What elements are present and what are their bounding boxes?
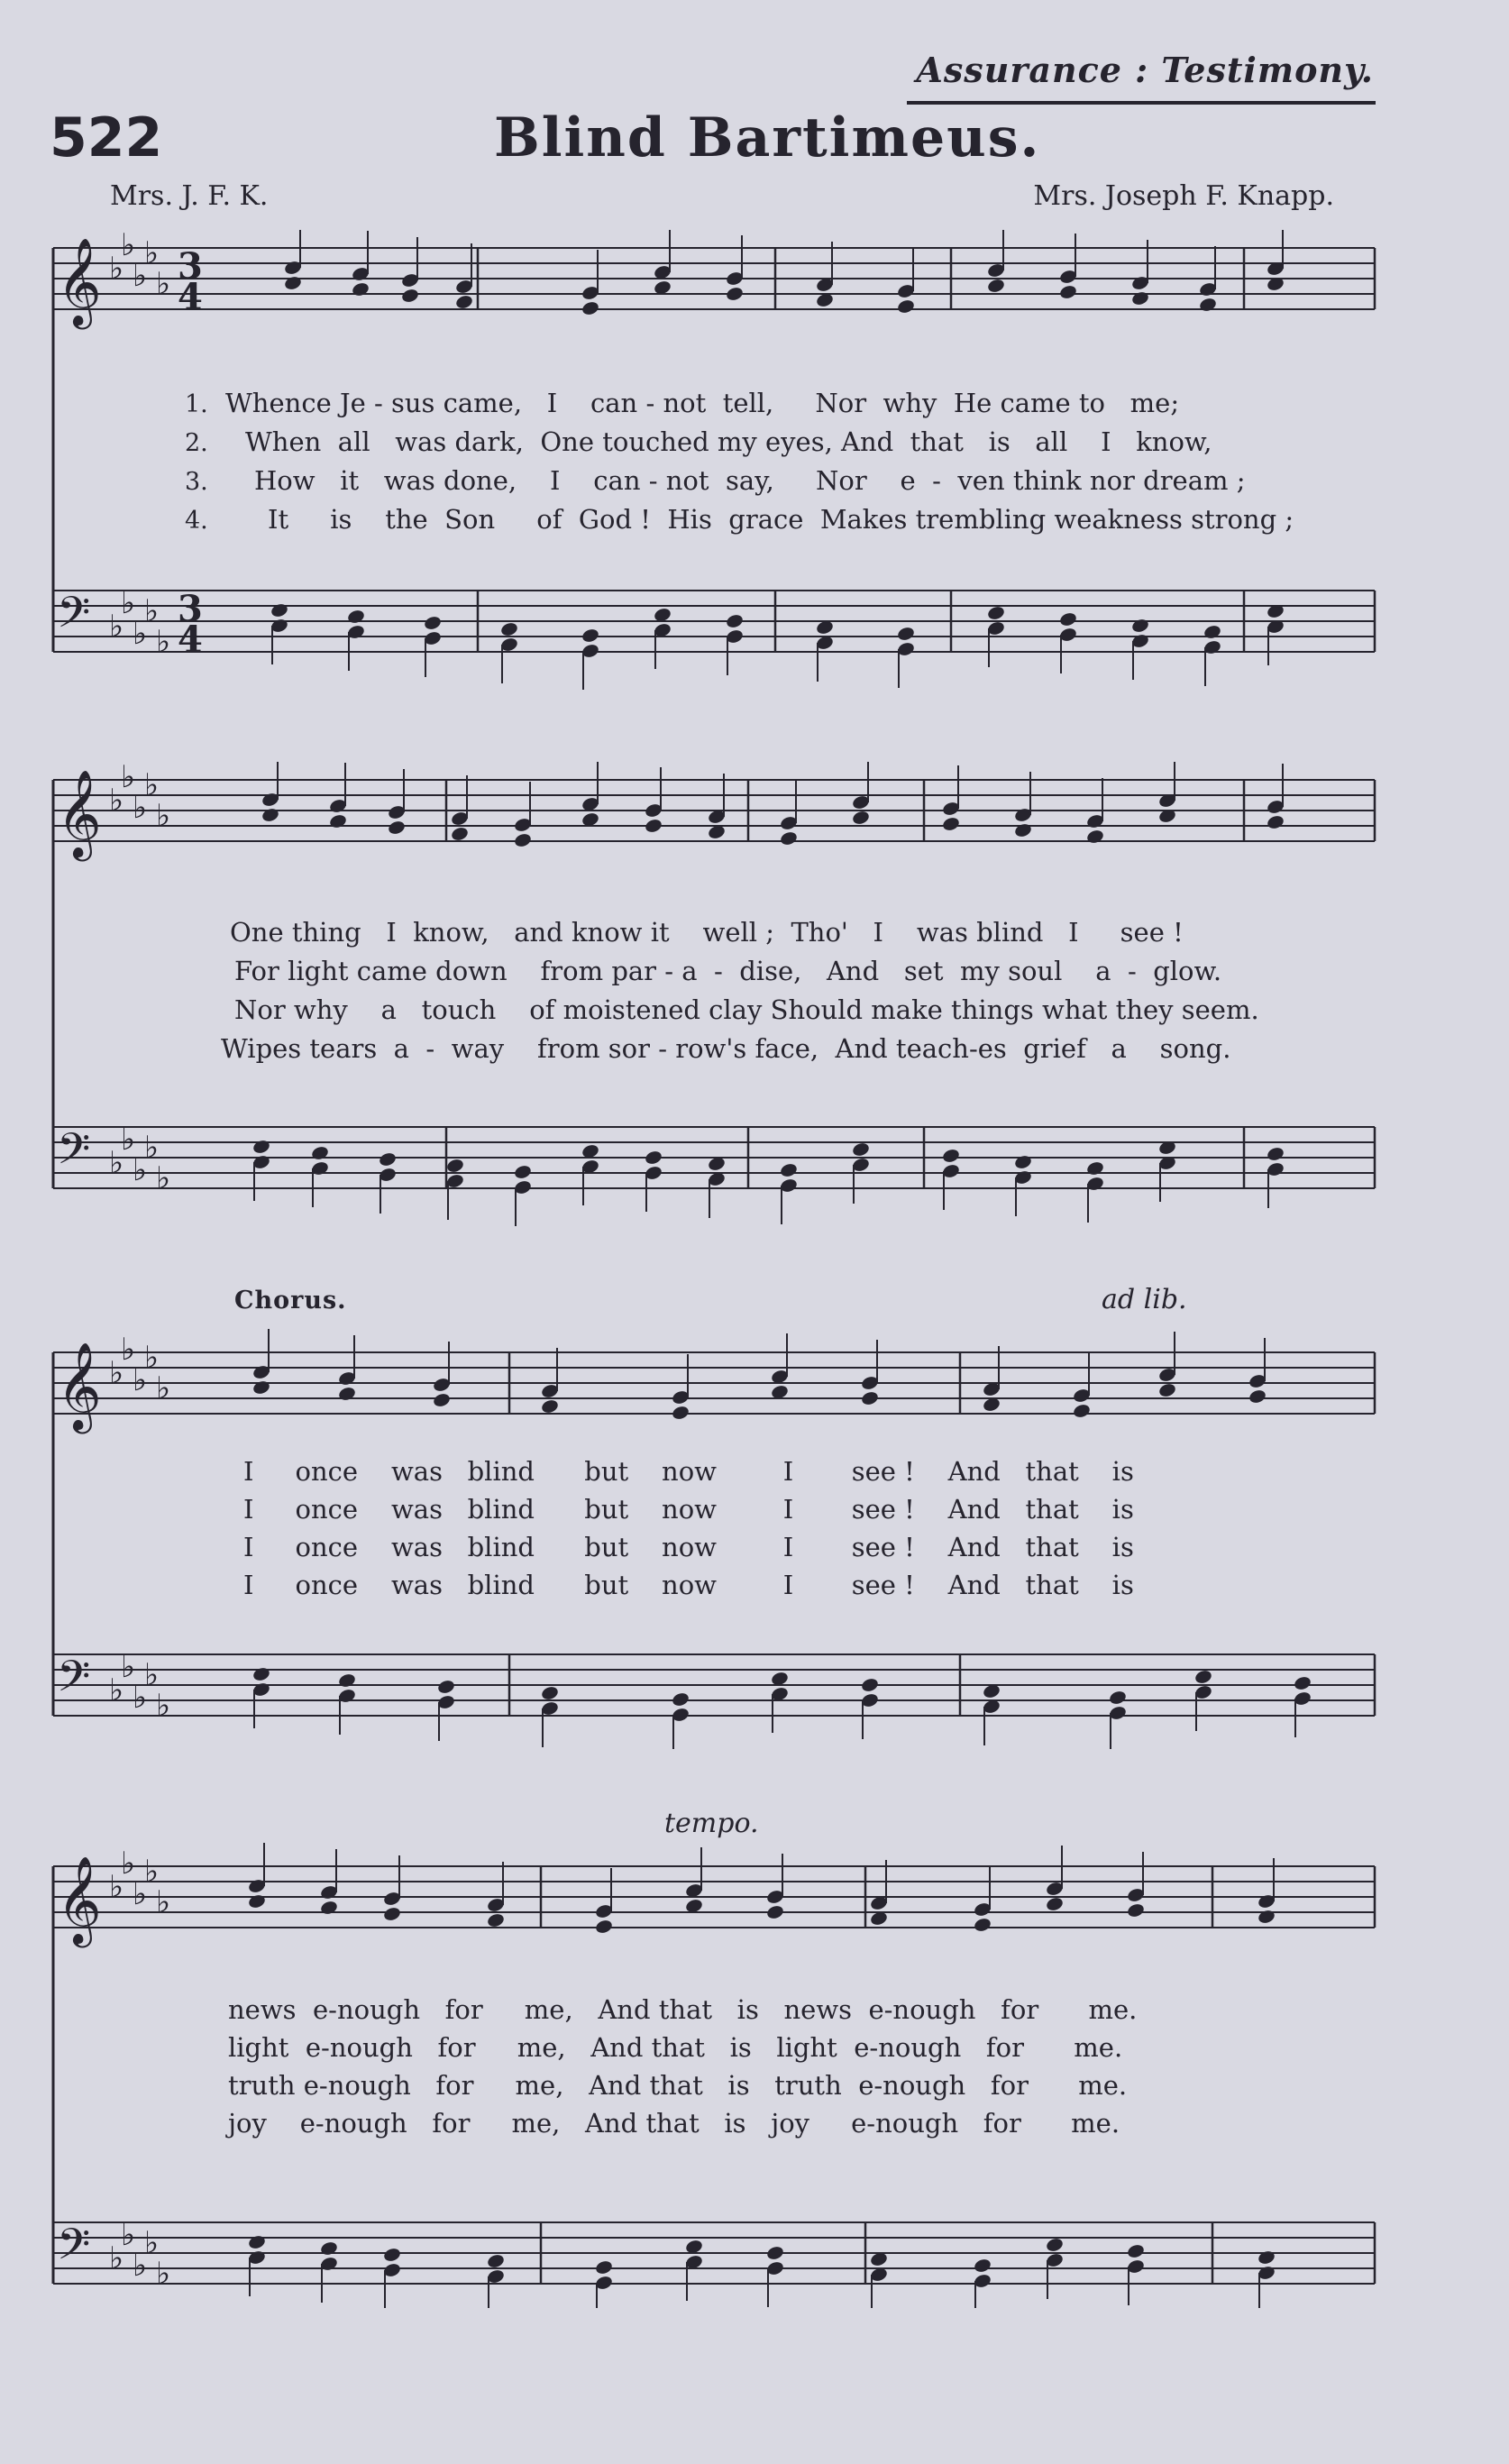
flat-icon: ♭ xyxy=(133,1362,148,1398)
chorus-label: Chorus. xyxy=(234,1287,347,1314)
flat-icon: ♭ xyxy=(133,2248,148,2284)
ad-lib-marking: ad lib. xyxy=(1102,1284,1187,1315)
flat-icon: ♭ xyxy=(144,593,160,629)
flat-icon: ♭ xyxy=(109,251,124,287)
lyric-line: Nor why a touch of moistened clay Should make things what they seem. xyxy=(234,994,1259,1025)
note-head xyxy=(765,1904,784,1920)
music-system-4 xyxy=(50,1839,1379,2308)
note-head xyxy=(851,1141,870,1158)
hymn-number: 522 xyxy=(50,106,163,169)
note-head xyxy=(1085,1160,1104,1177)
flat-icon: ♭ xyxy=(144,767,160,803)
lyric-line: truth e-nough for me, And that is truth e-nough for me. xyxy=(228,2070,1128,2101)
time-signature-top: 3 xyxy=(178,588,203,630)
note-head xyxy=(1257,2249,1276,2266)
lyric-line: For light came down from par - a - dise, And set my soul a - glow. xyxy=(234,956,1222,986)
note-head xyxy=(1045,1896,1064,1912)
lyric-line: I once was blind but now I see ! And that is xyxy=(243,1494,1134,1525)
staff-graphic-system-1 xyxy=(50,230,1379,699)
note-head xyxy=(310,1145,329,1161)
treble-clef-icon: 𝄞 xyxy=(57,1855,102,1944)
note-head xyxy=(454,294,473,310)
note-head xyxy=(261,807,279,823)
flat-icon: ♭ xyxy=(133,1152,148,1188)
note-head xyxy=(860,1677,879,1693)
lyric-line: I once was blind but now I see ! And that is xyxy=(243,1570,1134,1600)
flat-icon: ♭ xyxy=(156,624,171,660)
flat-icon: ♭ xyxy=(109,2240,124,2276)
flat-icon: ♭ xyxy=(144,1854,160,1890)
note-head xyxy=(1126,1902,1145,1919)
note-head xyxy=(436,1679,455,1695)
note-head xyxy=(644,818,663,834)
note-head xyxy=(387,820,406,836)
flat-icon: ♭ xyxy=(121,585,136,621)
flat-icon: ♭ xyxy=(156,1688,171,1724)
time-signature-bottom: 4 xyxy=(178,276,203,318)
treble-clef-icon: 𝄞 xyxy=(57,1342,102,1430)
note-head xyxy=(450,826,469,842)
note-head xyxy=(671,1691,690,1708)
note-head xyxy=(594,2259,613,2276)
note-head xyxy=(986,605,1005,621)
note-head xyxy=(252,1666,270,1682)
flat-icon: ♭ xyxy=(121,2217,136,2253)
flat-icon: ♭ xyxy=(144,235,160,271)
note-head xyxy=(1058,611,1077,627)
note-head xyxy=(1072,1403,1091,1419)
flat-icon: ♭ xyxy=(133,1680,148,1716)
note-head xyxy=(499,621,518,637)
flat-icon: ♭ xyxy=(121,1332,136,1368)
note-head xyxy=(973,2258,992,2274)
bass-clef-icon: 𝄢 xyxy=(57,1651,91,1712)
lyric-line: news e-nough for me, And that is news e-nough for me. xyxy=(228,1994,1138,2025)
lyricist-credit: Mrs. J. F. K. xyxy=(110,180,269,212)
note-head xyxy=(337,1672,356,1689)
verse-number: 1. xyxy=(185,390,208,418)
section-heading-rule xyxy=(907,101,1376,105)
note-head xyxy=(346,609,365,625)
note-head xyxy=(1248,1388,1267,1405)
lyric-line: Whence Je - sus came, I can - not tell, Nor why He came to me; xyxy=(225,388,1180,418)
verse-number: 2. xyxy=(185,429,208,457)
composer-credit: Mrs. Joseph F. Knapp. xyxy=(1033,180,1334,212)
note-head xyxy=(247,1893,266,1910)
note-head xyxy=(1266,814,1285,830)
lyric-line: light e-nough for me, And that is light e-nough for me. xyxy=(228,2032,1123,2063)
note-head xyxy=(378,1151,397,1168)
note-head xyxy=(1198,297,1217,313)
note-head xyxy=(594,1919,613,1935)
note-head xyxy=(1013,822,1032,838)
flat-icon: ♭ xyxy=(133,790,148,826)
note-head xyxy=(941,1148,960,1164)
note-head xyxy=(973,1917,992,1933)
flat-icon: ♭ xyxy=(156,2256,171,2292)
note-head xyxy=(252,1139,270,1155)
note-head xyxy=(1157,1382,1176,1398)
note-head xyxy=(860,1390,879,1406)
bass-clef-icon: 𝄢 xyxy=(57,1123,91,1185)
lyric-line: I once was blind but now I see ! And that is xyxy=(243,1456,1134,1487)
note-head xyxy=(986,278,1005,294)
flat-icon: ♭ xyxy=(156,798,171,834)
note-head xyxy=(270,602,288,618)
note-head xyxy=(851,810,870,826)
flat-icon: ♭ xyxy=(109,1672,124,1708)
flat-icon: ♭ xyxy=(121,230,136,263)
note-head xyxy=(540,1398,559,1415)
flat-icon: ♭ xyxy=(121,1846,136,1882)
note-head xyxy=(1108,1690,1127,1706)
time-signature-top: 3 xyxy=(178,245,203,288)
music-system-3 xyxy=(50,1325,1379,1749)
note-head xyxy=(513,1164,532,1180)
note-head xyxy=(581,300,599,316)
verse-number: 3. xyxy=(185,468,208,496)
flat-icon: ♭ xyxy=(109,1869,124,1905)
lyric-line: One thing I know, and know it well ; Tho' I was blind I see ! xyxy=(230,917,1184,948)
note-head xyxy=(382,1906,401,1922)
flat-icon: ♭ xyxy=(121,1122,136,1158)
bass-clef-icon: 𝄢 xyxy=(57,2219,91,2280)
note-head xyxy=(725,613,744,629)
note-head xyxy=(1193,1669,1212,1685)
lyric-line: joy e-nough for me, And that is joy e-nough for me. xyxy=(228,2108,1120,2139)
note-head xyxy=(247,2234,266,2250)
flat-icon: ♭ xyxy=(144,2225,160,2261)
flat-icon: ♭ xyxy=(133,258,148,294)
flat-icon: ♭ xyxy=(144,1130,160,1166)
flat-icon: ♭ xyxy=(109,1355,124,1391)
note-head xyxy=(1130,290,1149,307)
tempo-marking: tempo. xyxy=(664,1808,759,1839)
flat-icon: ♭ xyxy=(109,609,124,645)
flat-icon: ♭ xyxy=(109,1145,124,1181)
flat-icon: ♭ xyxy=(156,266,171,302)
lyric-line: Wipes tears a - way from sor - row's face, And teach-es grief a song. xyxy=(221,1033,1231,1064)
note-head xyxy=(1085,829,1104,845)
section-heading: Assurance : Testimony. xyxy=(916,50,1374,90)
flat-icon: ♭ xyxy=(156,1884,171,1920)
treble-clef-icon: 𝄞 xyxy=(57,237,102,325)
lyric-line: How it was done, I can - not say, Nor e - ven think nor dream ; xyxy=(254,465,1246,496)
treble-clef-icon: 𝄞 xyxy=(57,769,102,857)
note-head xyxy=(513,832,532,848)
music-system-1 xyxy=(50,230,1379,699)
note-head xyxy=(400,288,419,304)
flat-icon: ♭ xyxy=(109,783,124,819)
flat-icon: ♭ xyxy=(133,1876,148,1912)
note-head xyxy=(445,1158,464,1174)
note-head xyxy=(540,1685,559,1701)
note-head xyxy=(1126,2243,1145,2259)
hymn-title: Blind Bartimeus. xyxy=(494,106,1041,169)
note-head xyxy=(423,615,442,631)
flat-icon: ♭ xyxy=(156,1160,171,1196)
note-head xyxy=(896,626,915,642)
note-head xyxy=(1266,1146,1285,1162)
note-head xyxy=(896,298,915,315)
lyric-line: I once was blind but now I see ! And that is xyxy=(243,1532,1134,1562)
note-head xyxy=(382,2247,401,2263)
note-head xyxy=(725,286,744,302)
flat-icon: ♭ xyxy=(121,1649,136,1685)
note-head xyxy=(328,813,347,829)
note-head xyxy=(432,1392,451,1408)
note-head xyxy=(319,1900,338,1916)
note-head xyxy=(581,627,599,644)
note-head xyxy=(283,275,302,291)
note-head xyxy=(1203,624,1221,640)
time-signature-bottom: 4 xyxy=(178,618,203,661)
note-head xyxy=(1130,618,1149,634)
note-head xyxy=(351,281,370,298)
note-head xyxy=(1013,1154,1032,1170)
lyric-line: When all was dark, One touched my eyes, And that is all I know, xyxy=(245,426,1212,457)
note-head xyxy=(252,1379,270,1396)
lyric-line: It is the Son of God ! His grace Makes trembling weakness strong ; xyxy=(268,504,1294,535)
flat-icon: ♭ xyxy=(144,1657,160,1693)
note-head xyxy=(1293,1675,1312,1691)
note-head xyxy=(486,2253,505,2269)
verse-number: 4. xyxy=(185,507,208,535)
flat-icon: ♭ xyxy=(144,1340,160,1376)
note-head xyxy=(337,1386,356,1402)
note-head xyxy=(765,2245,784,2261)
note-head xyxy=(319,2240,338,2257)
flat-icon: ♭ xyxy=(156,1370,171,1406)
flat-icon: ♭ xyxy=(121,762,136,795)
note-head xyxy=(779,1162,798,1178)
music-system-2 xyxy=(50,762,1379,1231)
note-head xyxy=(1058,284,1077,300)
note-head xyxy=(644,1150,663,1166)
bass-clef-icon: 𝄢 xyxy=(57,587,91,648)
note-head xyxy=(1257,1909,1276,1925)
note-head xyxy=(671,1405,690,1421)
note-head xyxy=(779,830,798,847)
note-head xyxy=(486,1912,505,1928)
note-head xyxy=(941,816,960,832)
flat-icon: ♭ xyxy=(133,616,148,652)
note-head xyxy=(1045,2237,1064,2253)
